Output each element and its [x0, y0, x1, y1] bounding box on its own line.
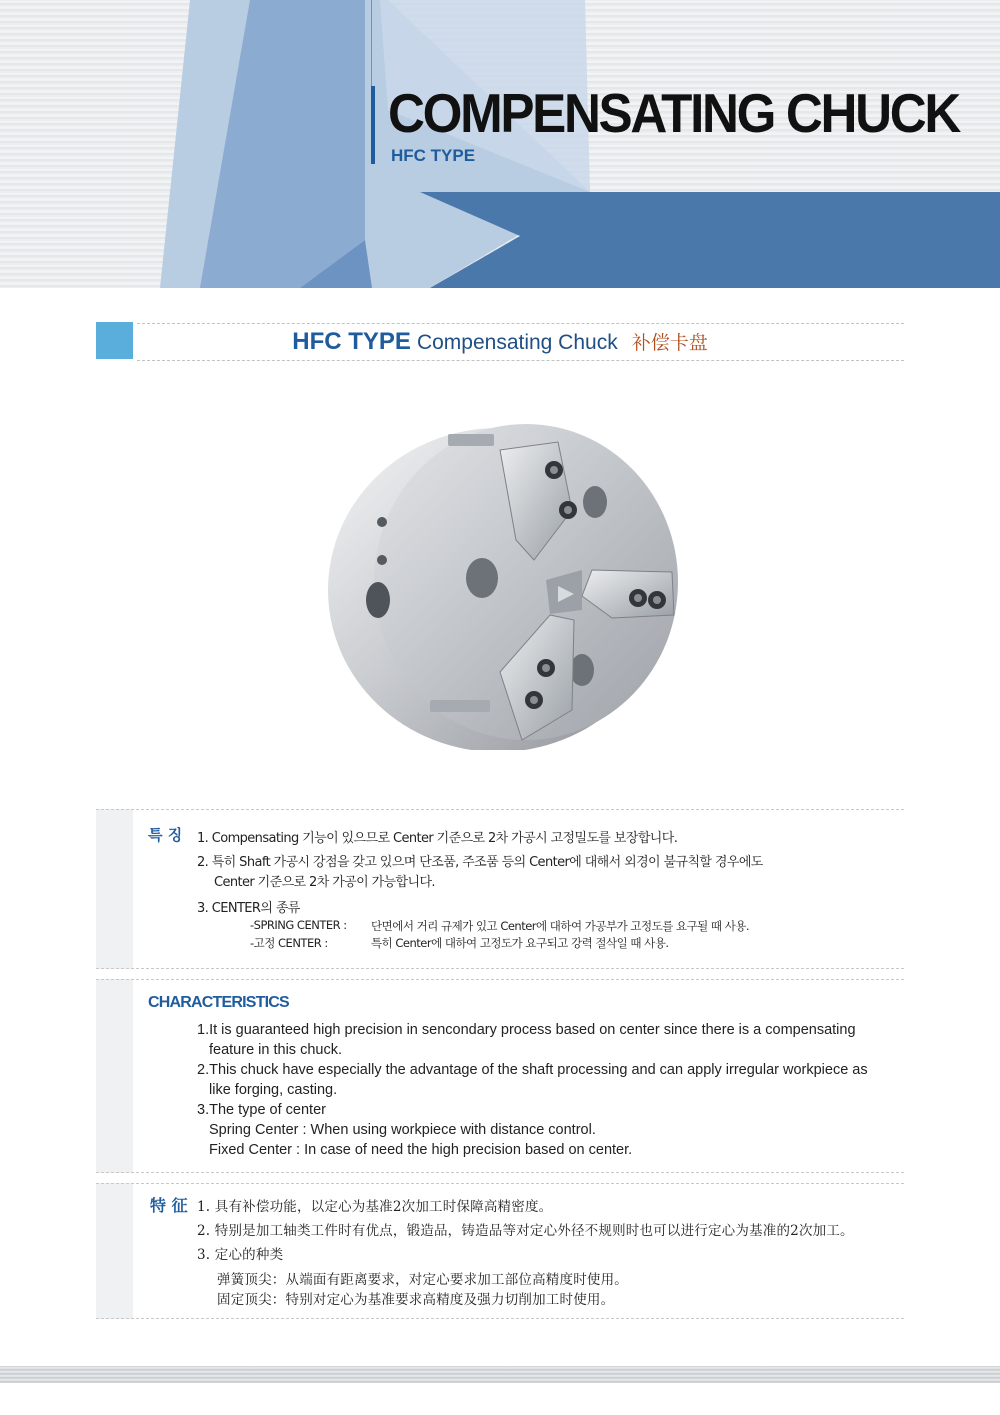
- panel-divider-top: [96, 809, 904, 810]
- panel-divider-bottom: [96, 968, 904, 969]
- korean-item-2-cont: Center 기준으로 2차 가공이 가능합니다.: [214, 875, 435, 890]
- chinese-line-4: 弹簧顶尖：从端面有距离要求，对定心要求加工部位高精度时使用。: [217, 1272, 628, 1288]
- panel-stripe: [96, 1183, 133, 1319]
- korean-item-1: 1. Compensating 기능이 있으므로 Center 기준으로 2차 가공시 고정밀도를 보장합니다.: [197, 831, 678, 846]
- section-title-english: Compensating Chuck: [416, 331, 618, 354]
- panel-divider-bottom: [96, 1172, 904, 1173]
- english-characteristics-panel: [96, 979, 904, 1173]
- panel-divider-top: [96, 979, 904, 980]
- english-line-1: 1.It is guaranteed high precision in sencondary process based on center since there is a compensating: [197, 1022, 856, 1038]
- spring-center-name: -SPRING CENTER :: [250, 918, 347, 932]
- english-line-4: like forging, casting.: [209, 1082, 338, 1098]
- chinese-features-panel: [96, 1183, 904, 1319]
- english-line-7: Fixed Center : In case of need the high precision based on center.: [209, 1142, 633, 1158]
- heading-divider-top: [137, 323, 904, 324]
- footer-strip: [0, 1366, 1000, 1383]
- section-heading: [96, 322, 904, 362]
- page-title: COMPENSATING CHUCK: [388, 82, 960, 144]
- korean-item-3: 3. CENTER의 종류: [197, 901, 300, 916]
- fixed-center-name: -고정 CENTER :: [250, 936, 328, 950]
- title-accent-bar: [371, 86, 375, 164]
- panel-divider-bottom: [96, 1318, 904, 1319]
- heading-divider-bottom: [137, 360, 904, 361]
- section-title-chinese: 补偿卡盘: [631, 332, 708, 354]
- banner-chevron-shapes: [0, 0, 1000, 288]
- chinese-line-2: 2. 特别是加工轴类工件时有优点，锻造品，铸造品等对定心外径不规则时也可以进行定心为基准的2次加工。: [197, 1223, 854, 1239]
- korean-features-label: 특 징: [148, 826, 183, 844]
- page-subtitle: HFC TYPE: [391, 146, 476, 165]
- header-banner: [0, 0, 1000, 288]
- panel-divider-top: [96, 1183, 904, 1184]
- spring-center-desc: 단면에서 거리 규제가 있고 Center에 대하여 가공부가 고정도를 요구될 때 사용.: [371, 919, 750, 933]
- chinese-line-5: 固定顶尖：特别对定心为基准要求高精度及强力切削加工时使用。: [217, 1292, 615, 1308]
- section-title: [96, 328, 904, 356]
- english-line-5: 3.The type of center: [197, 1102, 326, 1118]
- korean-features-panel: [96, 809, 904, 969]
- english-line-6: Spring Center : When using workpiece with distance control.: [209, 1122, 596, 1138]
- section-title-model: HFC TYPE: [292, 328, 411, 355]
- title-vertical-line: [371, 0, 372, 86]
- panel-stripe: [96, 809, 133, 969]
- panel-stripe: [96, 979, 133, 1173]
- fixed-center-desc: 특히 Center에 대하여 고정도가 요구되고 강력 절삭일 때 사용.: [371, 936, 669, 950]
- chinese-line-3: 3. 定心的种类: [197, 1247, 284, 1263]
- chinese-features-label: 特 征: [150, 1196, 188, 1215]
- english-line-2: feature in this chuck.: [209, 1042, 342, 1058]
- korean-item-2: 2. 특히 Shaft 가공시 강점을 갖고 있으며 단조품, 주조품 등의 Center에 대해서 외경이 불규칙할 경우에도: [197, 855, 763, 870]
- product-photo: [320, 410, 700, 750]
- english-line-3: 2.This chuck have especially the advantage of the shaft processing and can apply irregular workpiece as: [197, 1062, 868, 1078]
- chinese-line-1: 1. 具有补偿功能，以定心为基准2次加工时保障高精密度。: [197, 1199, 553, 1215]
- characteristics-label: CHARACTERISTICS: [148, 994, 289, 1011]
- chuck-photo-icon: [320, 410, 700, 750]
